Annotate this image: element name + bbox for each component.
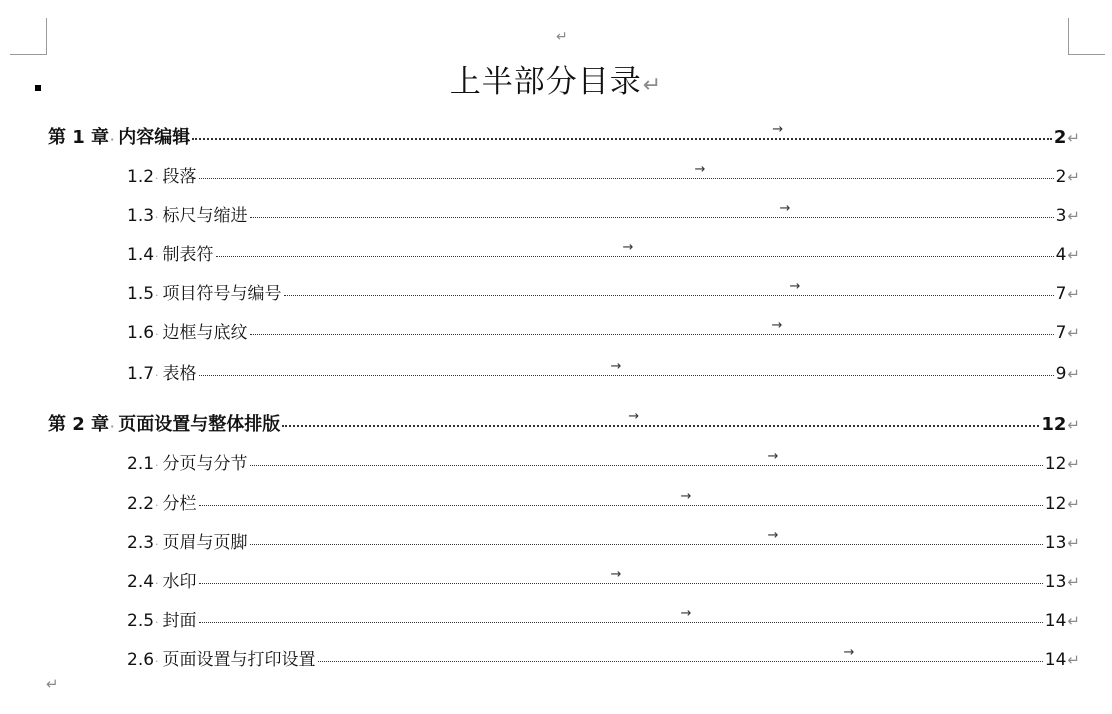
dot-leader — [250, 449, 1043, 466]
toc-entry-title: 封面 — [162, 611, 197, 631]
tab-arrow-icon: → — [772, 122, 784, 137]
paragraph-mark-icon: ↵ — [1067, 651, 1080, 669]
toc-entry-title: 表格 — [162, 364, 197, 384]
paragraph-mark-icon: ↵ — [46, 675, 59, 693]
tab-arrow-icon: → — [771, 318, 783, 333]
dot-leader — [250, 201, 1054, 218]
toc-entry-number: 第 1 章 — [48, 127, 110, 148]
dot-leader — [284, 279, 1054, 296]
paragraph-mark-icon: ↵ — [1067, 416, 1080, 434]
toc-entry-title: 项目符号与编号 — [162, 284, 282, 304]
toc-entry-page: 2 — [1053, 127, 1067, 148]
paragraph-mark-icon: ↵ — [1067, 285, 1080, 303]
dot-leader — [192, 122, 1052, 140]
toc-entry-page: 9 — [1055, 364, 1067, 384]
dot-leader — [199, 567, 1043, 584]
toc-entry-title: 标尺与缩进 — [162, 206, 248, 226]
tab-arrow-icon: → — [843, 645, 855, 660]
paragraph-mark-icon: ↵ — [1067, 129, 1080, 147]
space-mark-icon: · — [155, 538, 159, 551]
toc-entry-number: 2.2 — [127, 494, 155, 514]
paragraph-mark-icon: ↵ — [556, 29, 568, 45]
space-mark-icon: · — [155, 459, 159, 472]
space-mark-icon: · — [155, 289, 159, 302]
toc-entry-number: 1.4 — [127, 245, 155, 265]
tab-arrow-icon: → — [680, 606, 692, 621]
space-mark-icon: · — [155, 369, 159, 382]
space-mark-icon: · — [155, 250, 159, 263]
toc-section-entry[interactable] — [127, 567, 1080, 593]
toc-entry-title: 边框与底纹 — [162, 323, 248, 343]
toc-entry-page: 14 — [1044, 611, 1067, 631]
toc-section-entry[interactable] — [127, 201, 1080, 227]
toc-entry-title: 页面设置与打印设置 — [162, 650, 316, 670]
space-mark-icon: · — [155, 616, 159, 629]
dot-leader — [199, 489, 1043, 506]
toc-entry-number: 2.3 — [127, 533, 155, 553]
toc-chapter-entry[interactable] — [48, 410, 1080, 436]
toc-section-entry[interactable] — [127, 318, 1080, 344]
paragraph-mark-icon: ↵ — [1067, 495, 1080, 513]
tab-arrow-icon: → — [610, 359, 622, 374]
paragraph-mark-icon: ↵ — [1067, 455, 1080, 473]
dot-leader — [199, 359, 1054, 376]
dot-leader — [199, 162, 1054, 179]
space-mark-icon: · — [155, 211, 159, 224]
space-mark-icon: · — [110, 133, 115, 146]
tab-arrow-icon: → — [694, 162, 706, 177]
toc-section-entry[interactable] — [127, 528, 1080, 554]
tab-arrow-icon: → — [628, 409, 640, 424]
toc-entry-number: 第 2 章 — [48, 414, 110, 435]
tab-arrow-icon: → — [767, 449, 779, 464]
toc-entry-title: 水印 — [162, 572, 197, 592]
toc-entry-number: 2.6 — [127, 650, 155, 670]
dot-leader — [199, 606, 1043, 623]
crop-mark-left — [10, 18, 47, 55]
paragraph-mark-icon: ↵ — [1067, 365, 1080, 383]
toc-entry-number: 2.1 — [127, 454, 155, 474]
paragraph-mark-icon: ↵ — [1067, 534, 1080, 552]
space-mark-icon: · — [155, 577, 159, 590]
toc-chapter-entry[interactable] — [48, 123, 1080, 149]
paragraph-mark-icon: ↵ — [1067, 612, 1080, 630]
dot-leader — [282, 409, 1039, 427]
paragraph-mark-icon: ↵ — [1067, 573, 1080, 591]
toc-section-entry[interactable] — [127, 279, 1080, 305]
crop-mark-right — [1068, 18, 1105, 55]
toc-entry-title: 内容编辑 — [118, 127, 191, 148]
toc-entry-number: 1.6 — [127, 323, 155, 343]
toc-section-entry[interactable] — [127, 162, 1080, 188]
toc-entry-number: 1.3 — [127, 206, 155, 226]
toc-entry-page: 3 — [1055, 206, 1067, 226]
toc-entry-page: 13 — [1044, 533, 1067, 553]
toc-entry-title: 分页与分节 — [162, 454, 248, 474]
space-mark-icon: · — [110, 420, 115, 433]
dot-leader — [250, 528, 1043, 545]
toc-entry-page: 7 — [1055, 284, 1067, 304]
tab-arrow-icon: → — [622, 240, 634, 255]
paragraph-mark-icon: ↵ — [1067, 324, 1080, 342]
toc-section-entry[interactable] — [127, 449, 1080, 475]
paragraph-mark-icon: ↵ — [1067, 207, 1080, 225]
paragraph-mark-icon: ↵ — [1067, 168, 1080, 186]
dot-leader — [318, 645, 1043, 662]
paragraph-mark-icon: ↵ — [642, 73, 663, 98]
toc-entry-number: 1.5 — [127, 284, 155, 304]
dot-leader — [250, 318, 1054, 335]
toc-section-entry[interactable] — [127, 606, 1080, 632]
toc-entry-title: 页眉与页脚 — [162, 533, 248, 553]
toc-entry-page: 4 — [1055, 245, 1067, 265]
space-mark-icon: · — [155, 328, 159, 341]
paragraph-mark-icon: ↵ — [1067, 246, 1080, 264]
toc-entry-number: 2.4 — [127, 572, 155, 592]
toc-section-entry[interactable] — [127, 489, 1080, 515]
toc-entry-title: 制表符 — [162, 245, 214, 265]
space-mark-icon: · — [155, 655, 159, 668]
toc-section-entry[interactable] — [127, 645, 1080, 671]
toc-entry-page: 14 — [1044, 650, 1067, 670]
toc-section-entry[interactable] — [127, 240, 1080, 266]
toc-entry-page: 13 — [1044, 572, 1067, 592]
dot-leader — [216, 240, 1054, 257]
space-mark-icon: · — [155, 499, 159, 512]
page-title-text: 上半部分目录 — [449, 64, 642, 100]
toc-entry-number: 2.5 — [127, 611, 155, 631]
toc-entry-title: 段落 — [162, 167, 197, 187]
toc-section-entry[interactable] — [127, 359, 1080, 385]
tab-arrow-icon: → — [789, 279, 801, 294]
toc-entry-page: 12 — [1041, 414, 1067, 435]
toc-entry-page: 7 — [1055, 323, 1067, 343]
space-mark-icon: · — [155, 172, 159, 185]
tab-arrow-icon: → — [610, 567, 622, 582]
tab-arrow-icon: → — [767, 528, 779, 543]
toc-entry-number: 1.2 — [127, 167, 155, 187]
page-title — [0, 56, 1112, 101]
toc-entry-number: 1.7 — [127, 364, 155, 384]
toc-entry-title: 分栏 — [162, 494, 197, 514]
tab-arrow-icon: → — [680, 489, 692, 504]
tab-arrow-icon: → — [779, 201, 791, 216]
toc-entry-page: 2 — [1055, 167, 1067, 187]
toc-entry-page: 12 — [1044, 454, 1067, 474]
toc-entry-page: 12 — [1044, 494, 1067, 514]
toc-entry-title: 页面设置与整体排版 — [118, 414, 281, 435]
